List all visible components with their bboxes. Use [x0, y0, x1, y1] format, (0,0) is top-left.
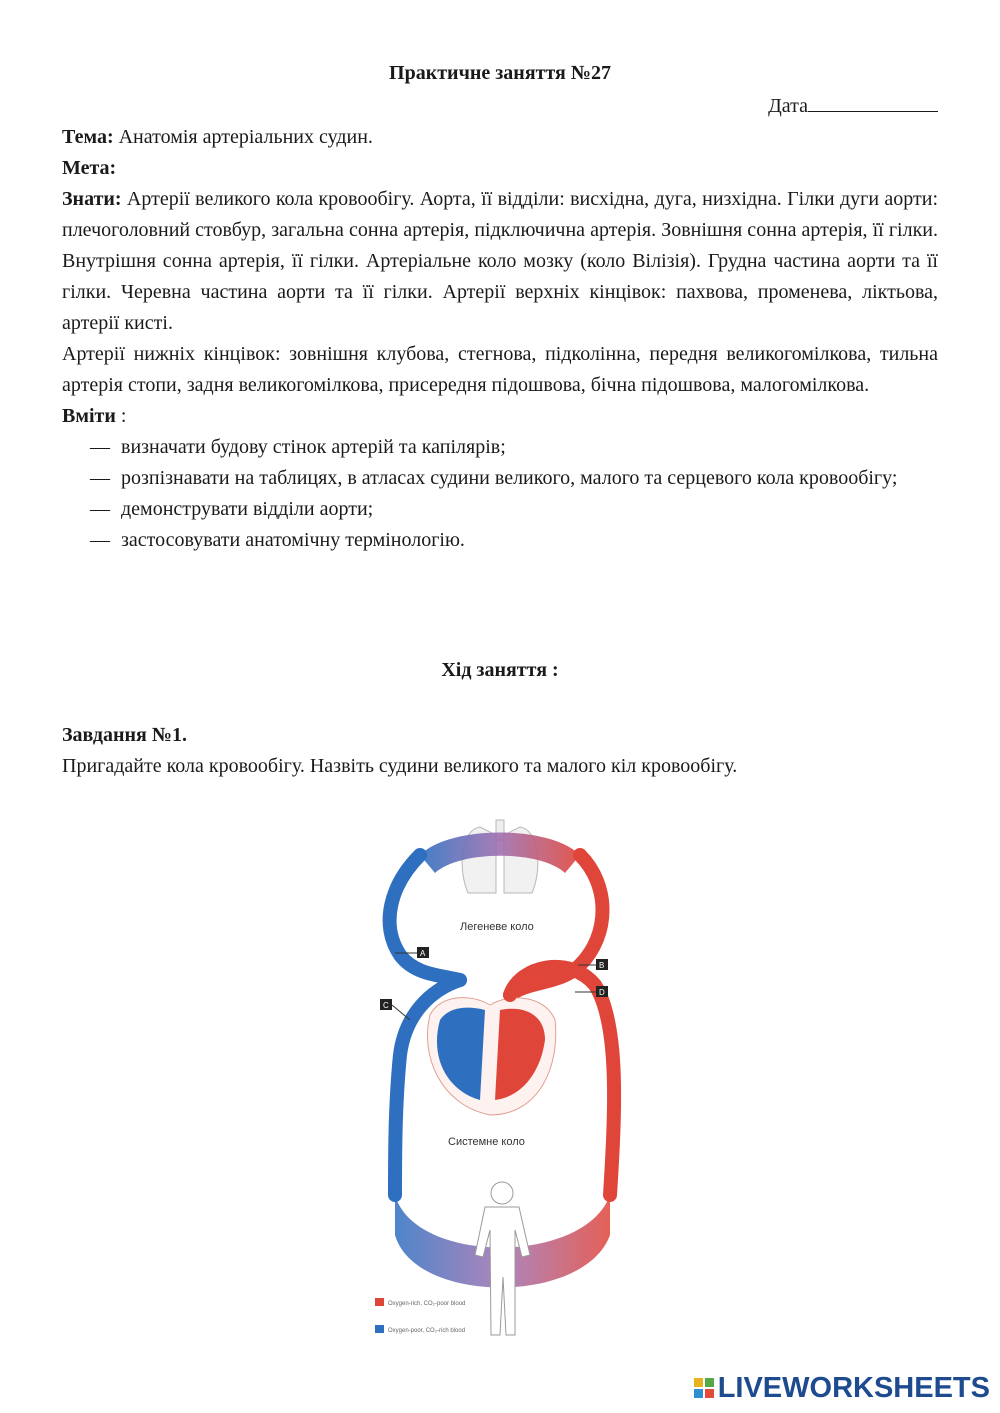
skills-list — [62, 432, 938, 556]
dash-bullet: — — [90, 467, 110, 489]
date-label: Дата — [768, 95, 808, 117]
svg-text:D: D — [599, 988, 605, 997]
list-item — [62, 494, 938, 525]
heart-icon — [428, 998, 556, 1115]
task-1-text: Пригадайте кола кровообігу. Назвіть судини великого та малого кіл кровообігу. — [62, 755, 738, 777]
liveworksheets-logo-icon — [694, 1378, 714, 1398]
list-item — [62, 525, 938, 556]
legend-oxygen-rich: Oxygen-rich, CO₂-poor blood — [388, 1301, 466, 1307]
know-paragraph — [62, 184, 938, 339]
legend — [375, 1298, 465, 1334]
list-item — [62, 463, 938, 494]
svg-text:C: C — [383, 1001, 389, 1010]
circulation-diagram — [360, 815, 640, 1345]
task-1 — [62, 720, 938, 782]
systemic-circuit-label: Системне коло — [448, 1136, 525, 1148]
topic-line — [62, 122, 938, 153]
brand-name: LIVEWORKSHEETS — [717, 1371, 990, 1404]
liveworksheets-brand[interactable] — [694, 1371, 990, 1405]
dash-bullet: — — [90, 529, 110, 551]
skills-heading — [62, 401, 938, 432]
know-paragraph-2: Артерії нижніх кінцівок: зовнішня клубова, стегнова, підколінна, передня великогомілкова, тильна артерія стопи, задня великогомілкова, присередня підошвова, бічна підошвова, малогомілкова. — [62, 343, 938, 396]
date-field — [768, 93, 938, 118]
topic-text: Анатомія артеріальних судин. — [113, 126, 373, 148]
legend-oxygen-poor: Oxygen-poor, CO₂-rich blood — [388, 1328, 466, 1334]
svg-text:A: A — [420, 949, 426, 958]
page-title: Практичне заняття №27 — [389, 62, 611, 84]
pulmonary-circuit-label: Легеневе коло — [460, 921, 534, 933]
dash-bullet: — — [90, 436, 110, 458]
skill-text: розпізнавати на таблицях, в атласах судини великого, малого та серцевого кола кровообігу; — [121, 467, 898, 489]
goal-label: Мета: — [62, 157, 117, 179]
skills-label: Вміти — [62, 405, 116, 427]
date-input-line[interactable] — [808, 93, 938, 112]
procedure-title: Хід заняття : — [441, 659, 559, 681]
pulmonary-vein-line — [390, 855, 460, 980]
legend-swatch-oxygen-poor — [375, 1325, 384, 1333]
lesson-description — [62, 122, 938, 556]
skill-text: демонструвати відділи аорти; — [121, 498, 374, 520]
svg-text:B: B — [599, 961, 605, 970]
dash-bullet: — — [90, 498, 110, 520]
skill-text: визначати будову стінок артерій та капілярів; — [121, 436, 506, 458]
marker-c[interactable] — [380, 999, 410, 1020]
know-text: Артерії великого кола кровообігу. Аорта, її відділи: висхідна, дуга, низхідна. Гілки дуги аорти: плечоголовний стовбур, загальна сонна артерія, підключична артерія. Зовнішня сонна артерія, її гілки. Внутрішня сонна артерія, її гілки. Артеріальне коло мозку (коло Вілізія). Грудна частина аорти та її гілки. Черевна частина аорти та її гілки. Артерії верхніх кінцівок: пахвова, променева, ліктьова, артерії кисті. — [62, 188, 938, 334]
pulmonary-capillaries — [420, 833, 580, 874]
legend-swatch-oxygen-rich — [375, 1298, 384, 1306]
task-1-title: Завдання №1. — [62, 724, 187, 746]
know-label: Знати: — [62, 188, 122, 210]
topic-label: Тема: — [62, 126, 114, 148]
skills-colon: : — [115, 405, 127, 427]
skill-text: застосовувати анатомічну термінологію. — [121, 529, 465, 551]
list-item — [62, 432, 938, 463]
